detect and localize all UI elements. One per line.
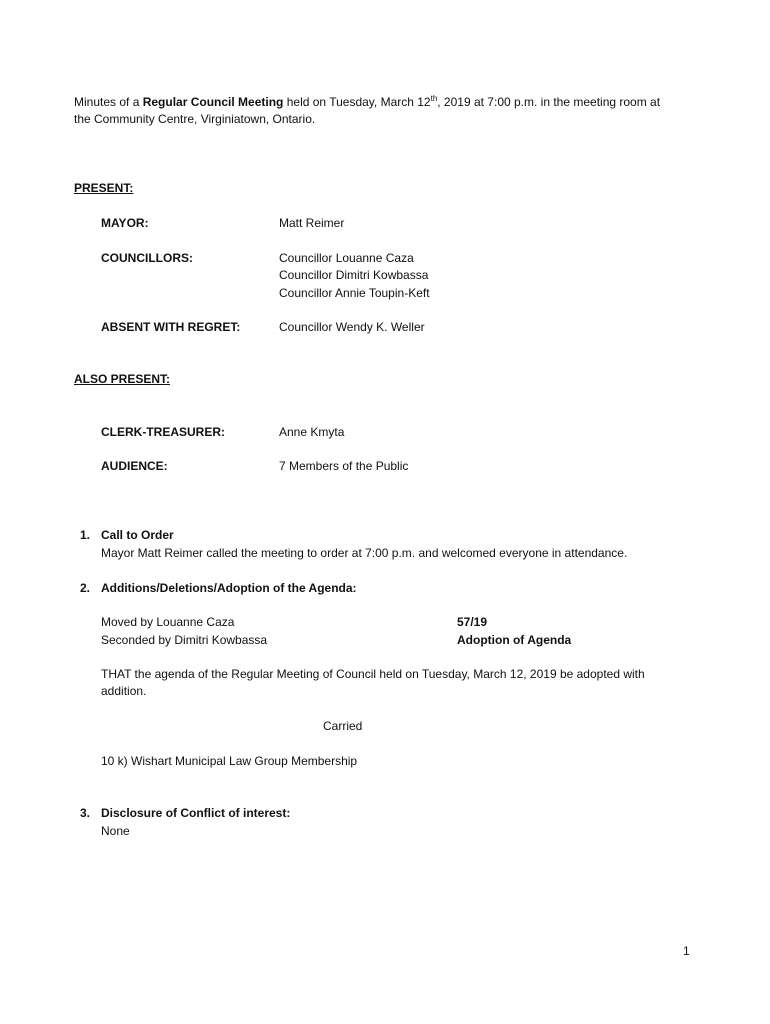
item-3-number: 3. [80,806,91,820]
item-1-text: Mayor Matt Reimer called the meeting to order at 7:00 p.m. and welcomed everyone in attendance. [101,546,628,560]
intro-prefix: Minutes of a [74,95,143,109]
intro-rest: , 2019 at 7:00 p.m. in the meeting room at [437,95,661,109]
agenda-addition: 10 k) Wishart Municipal Law Group Membership [101,754,358,768]
that-line-2: addition. [101,684,147,698]
councillor-2: Councillor Dimitri Kowbassa [279,268,429,282]
councillor-1: Councillor Louanne Caza [279,251,414,265]
intro-line-1 [74,94,660,111]
seconded-by: Seconded by Dimitri Kowbassa [101,633,268,647]
that-line-1: THAT the agenda of the Regular Meeting of Council held on Tuesday, March 12, 2019 be adopted with [101,667,645,681]
also-present-heading: ALSO PRESENT: [74,372,171,386]
moved-by: Moved by Louanne Caza [101,615,235,629]
intro-meeting-type: Regular Council Meeting [142,95,284,109]
intro-line-2: the Community Centre, Virginiatown, Ontario. [74,112,316,126]
audience-value: 7 Members of the Public [279,459,409,473]
clerk-label: CLERK-TREASURER: [101,425,225,439]
item-3-title: Disclosure of Conflict of interest: [101,806,291,820]
absent-name: Councillor Wendy K. Weller [279,320,425,334]
item-1-number: 1. [80,528,91,542]
item-2-title: Additions/Deletions/Adoption of the Agenda: [101,581,357,595]
resolution-number: 57/19 [457,615,488,629]
item-2-number: 2. [80,581,91,595]
page-number: 1 [683,944,690,958]
clerk-name: Anne Kmyta [279,425,345,439]
intro-date-sup: th [430,94,438,103]
present-heading: PRESENT: [74,181,134,195]
item-3-text: None [101,824,130,838]
intro-held-on: held on Tuesday, March 12 [283,95,431,109]
mayor-name: Matt Reimer [279,216,345,230]
audience-label: AUDIENCE: [101,459,168,473]
councillor-3: Councillor Annie Toupin-Keft [279,286,430,300]
resolution-title: Adoption of Agenda [457,633,572,647]
carried-label: Carried [323,719,363,733]
absent-label: ABSENT WITH REGRET: [101,320,241,334]
item-1-title: Call to Order [101,528,174,542]
councillors-label: COUNCILLORS: [101,251,193,265]
mayor-label: MAYOR: [101,216,149,230]
